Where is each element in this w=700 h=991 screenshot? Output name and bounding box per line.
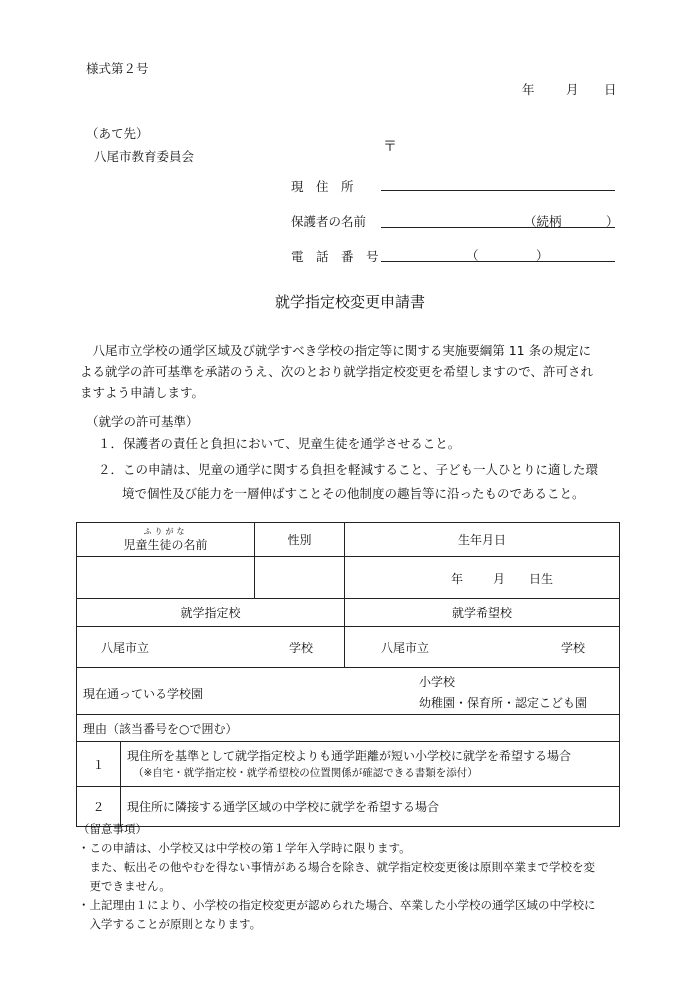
relation-open: （続柄 [524, 214, 562, 229]
notes-line: 入学することが原則となります。 [78, 917, 262, 931]
table-row [77, 627, 620, 668]
guardian-name-field[interactable] [381, 227, 615, 228]
address-label: 現 住 所 [291, 179, 354, 194]
form-number: 様式第２号 [86, 61, 149, 76]
phone-paren-close: ） [536, 248, 549, 263]
phone-paren-open: （ [466, 248, 479, 263]
guardian-name-label: 保護者の名前 [291, 214, 367, 229]
reason-text: 現住所を基準として就学指定校よりも通学距離が短い小学校に就学を希望する場合 [127, 749, 572, 763]
birth-day-label: 日生 [529, 571, 554, 586]
reason-note: （※自宅・就学指定校・就学希望校の位置関係が確認できる書類を添付） [133, 767, 478, 779]
criteria-item-continued: 境で個性及び能力を一層伸ばすことその他制度の趣旨等に沿ったものであること。 [122, 486, 585, 501]
desired-school-field[interactable] [345, 627, 620, 668]
notes-line: ・上記理由１により、小学校の指定校変更が認められた場合、卒業した小学校の通学区域の中学校に [78, 898, 596, 912]
criteria-item: １．保護者の責任と負担において、児童生徒を通学させること。 [98, 436, 461, 451]
table-row [77, 715, 620, 742]
furigana-label: ふりがな [143, 526, 188, 536]
reason-text: 現住所に隣接する通学区域の中学校に就学を希望する場合 [121, 787, 620, 827]
gender-field[interactable] [255, 557, 345, 599]
table-row [77, 557, 620, 599]
table-row [77, 523, 620, 557]
intro-paragraph [80, 340, 625, 403]
reason-cell [121, 742, 620, 787]
name-header: 児童生徒の名前 [123, 537, 208, 552]
phone-label: 電 話 番 号 [291, 249, 379, 264]
desired-school-header: 就学希望校 [345, 599, 620, 627]
notes-line: 更できません。 [78, 879, 171, 893]
designated-school-header: 就学指定校 [77, 599, 345, 627]
phone-field[interactable] [381, 261, 615, 262]
gender-header: 性別 [255, 523, 345, 557]
birthdate-header: 生年月日 [345, 523, 620, 557]
address-field[interactable] [381, 190, 615, 191]
designated-school-field[interactable] [77, 627, 345, 668]
desired-suffix: 学校 [561, 641, 586, 655]
designated-suffix: 学校 [289, 641, 314, 655]
addressee-label: （あて先） [86, 126, 149, 141]
date-day-label: 日 [604, 82, 617, 97]
current-option-preschool: 幼稚園・保育所・認定こども園 [419, 696, 588, 710]
notes-line: また、転出その他やむを得ない事情がある場合を除き、就学指定校変更後は原則卒業まで学校を変 [78, 860, 596, 874]
postal-mark: 〒 [383, 139, 397, 155]
designated-prefix: 八尾市立 [101, 641, 150, 655]
current-option-elementary: 小学校 [419, 675, 456, 689]
reason-number[interactable]: ２ [77, 787, 121, 827]
reason-row[interactable] [77, 742, 620, 787]
student-name-field[interactable] [77, 557, 255, 599]
table-row [77, 668, 620, 715]
criteria-item: ２．この申請は、児童の通学に関する負担を軽減すること、子ども一人ひとりに適した環 [98, 462, 599, 477]
notes-heading: （留意事項） [78, 822, 147, 836]
birthdate-field[interactable] [345, 557, 620, 599]
birth-month-label: 月 [493, 571, 506, 586]
relation-close: ） [606, 214, 619, 229]
birth-year-label: 年 [451, 571, 464, 586]
criteria-heading: （就学の許可基準） [86, 414, 199, 429]
desired-prefix: 八尾市立 [381, 641, 430, 655]
current-school-cell[interactable] [77, 668, 620, 715]
table-row [77, 599, 620, 627]
current-school-label: 現在通っている学校園 [83, 687, 204, 701]
reason-header: 理由（該当番号を○で囲む） [77, 715, 620, 742]
reason-number[interactable]: １ [77, 742, 121, 787]
date-year-label: 年 [522, 82, 535, 97]
intro-line: ますよう申請します。 [80, 385, 205, 400]
intro-line: よる就学の許可基準を承諾のうえ、次のとおり就学指定校変更を希望しますので、許可され [80, 364, 594, 379]
intro-line: 八尾市立学校の通学区域及び就学すべき学校の指定等に関する実施要綱第 11 条の規定に [80, 343, 592, 358]
addressee-name: 八尾市教育委員会 [94, 149, 195, 164]
name-header-cell [77, 523, 255, 557]
application-table [76, 522, 620, 827]
document-title: 就学指定校変更申請書 [274, 293, 425, 311]
date-month-label: 月 [566, 82, 579, 97]
notes-section [78, 820, 596, 934]
notes-line: ・この申請は、小学校又は中学校の第１学年入学時に限ります。 [78, 841, 411, 855]
